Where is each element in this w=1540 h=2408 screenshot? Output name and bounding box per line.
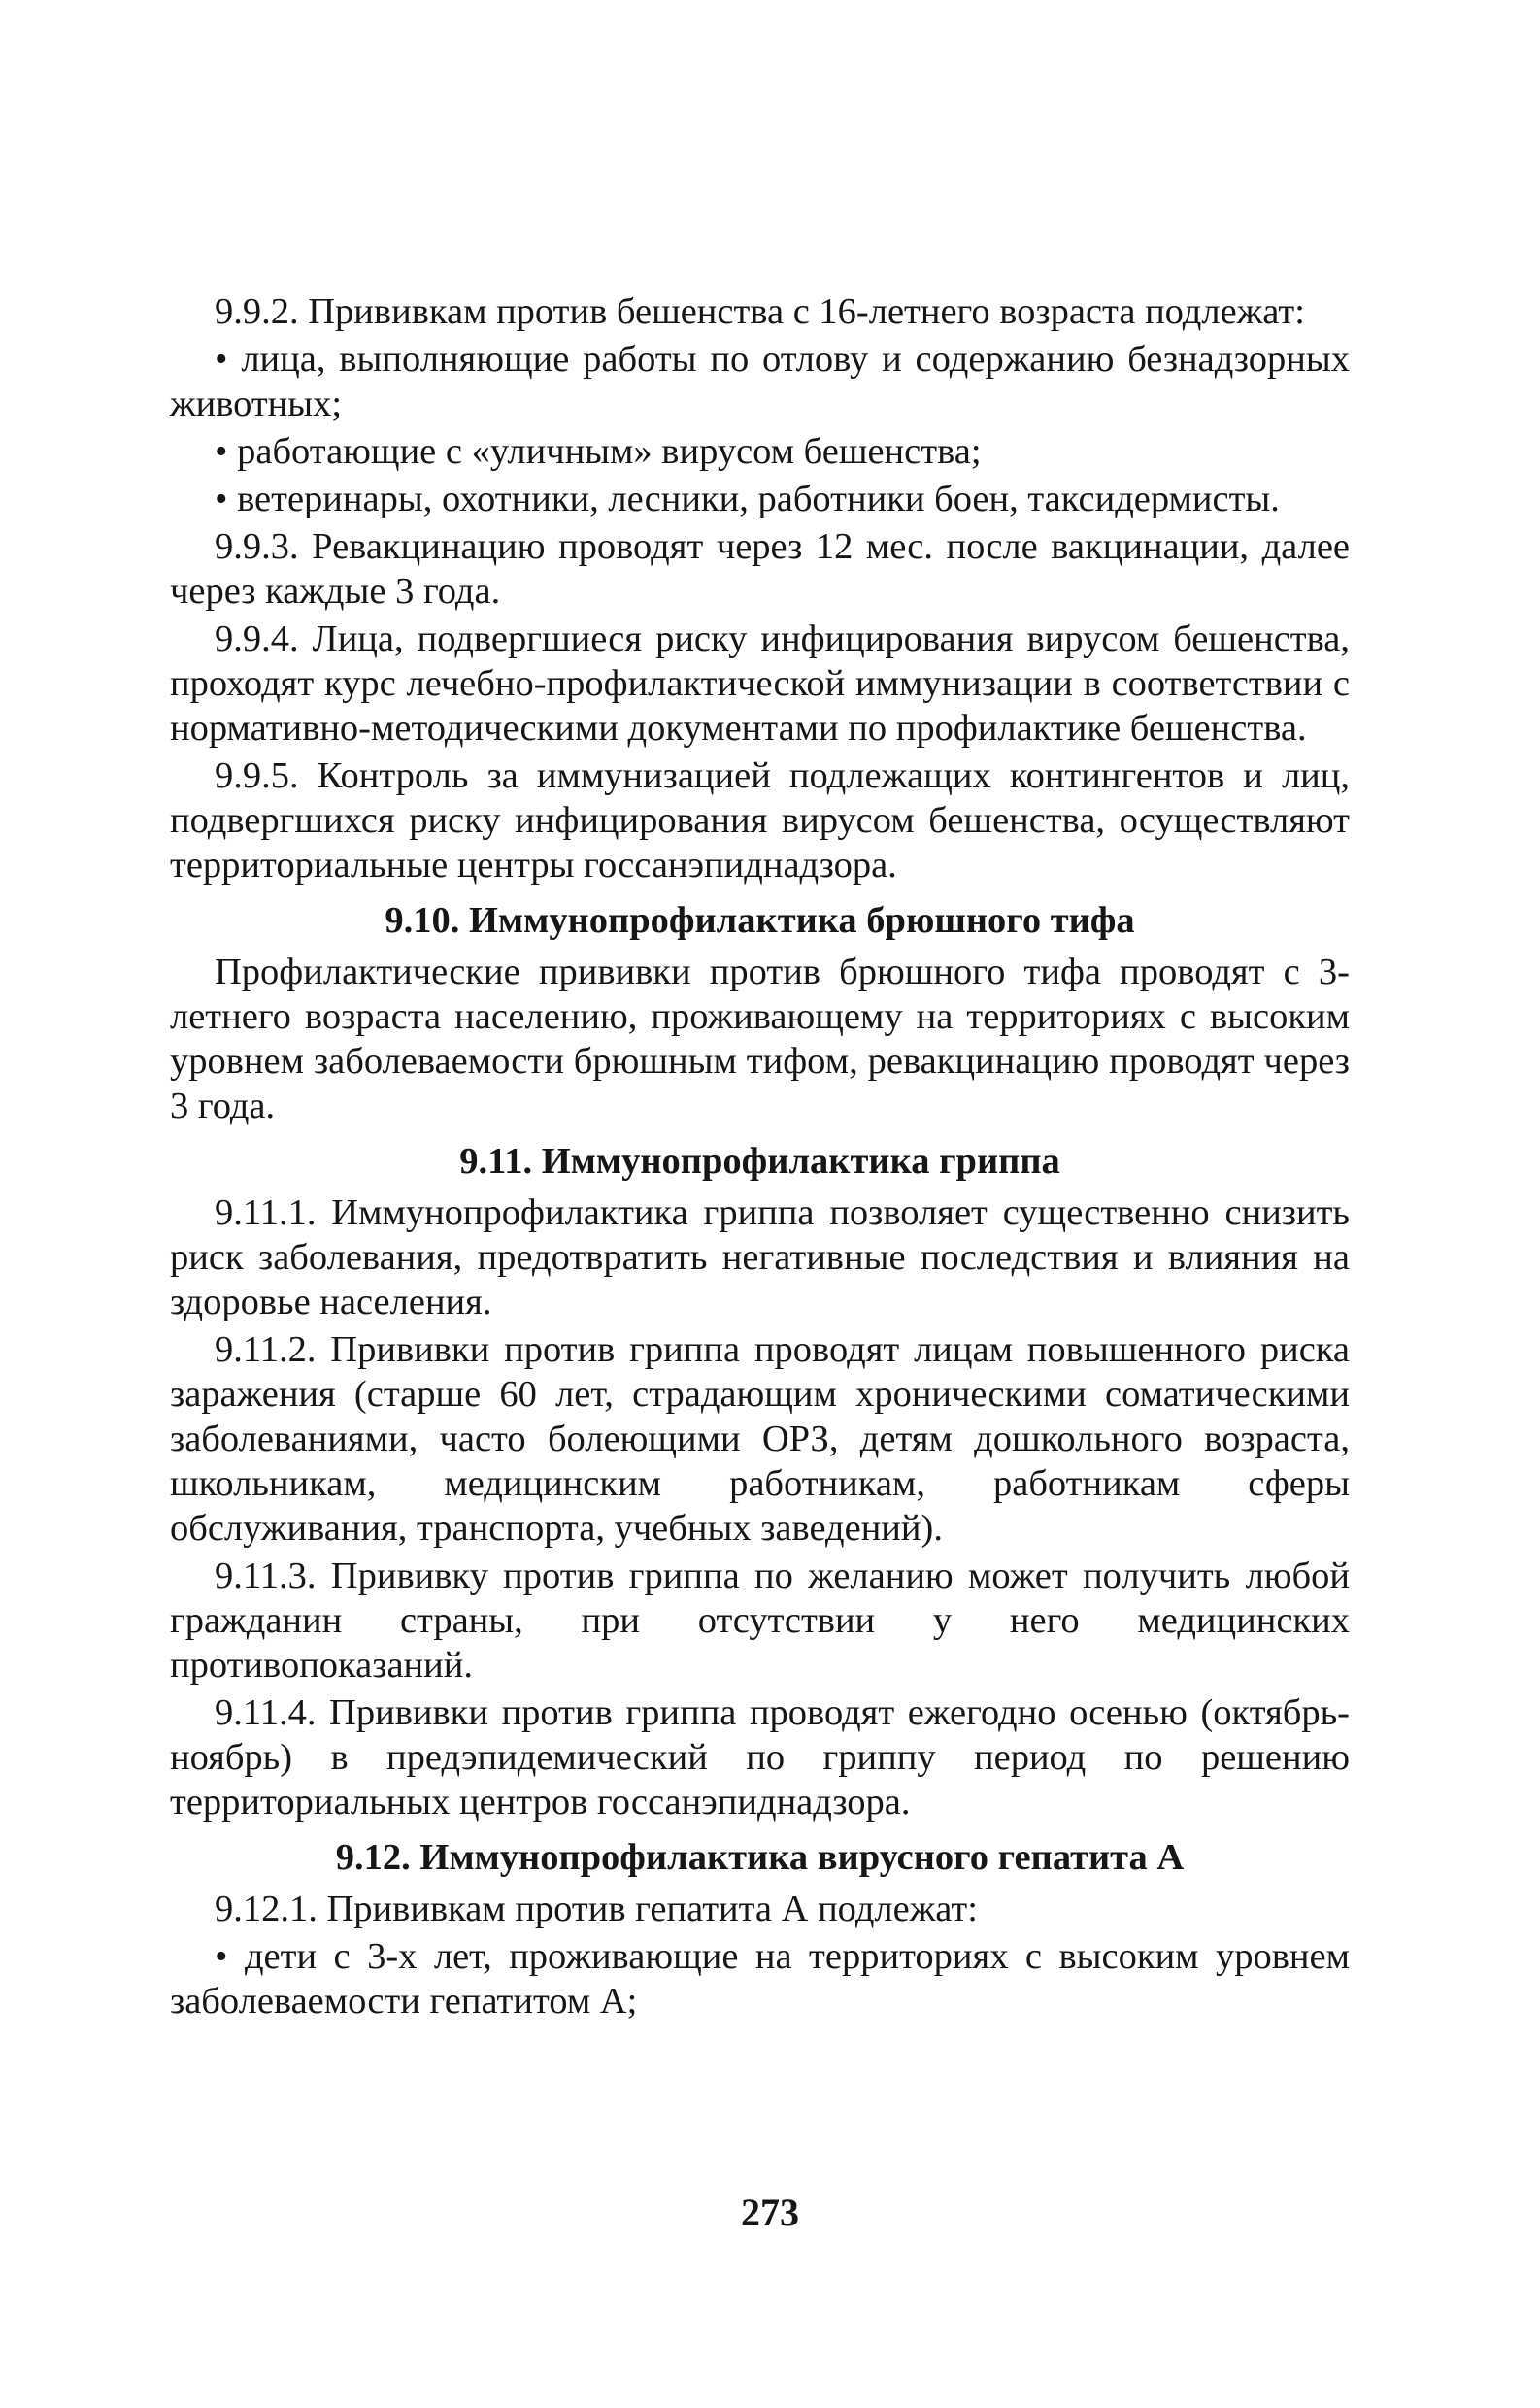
paragraph-9-11-1: 9.11.1. Иммунопрофилактика гриппа позволяет существенно снизить риск заболевания, предотвратить негативные последствия и влияния на здоровье населения. bbox=[170, 1192, 1350, 1322]
page-number: 273 bbox=[741, 2191, 799, 2234]
paragraph-9-11-2: 9.11.2. Прививки против гриппа проводят лицам повышенного риска заражения (старше 60 лет, страдающим хроническими соматическими заболеваниями, часто болеющими ОРЗ, детям дошкольного возраста, школьникам, медицинским работникам, работникам сферы обслуживания, транспорта, учебных заведений). bbox=[170, 1329, 1350, 1549]
paragraph-9-9-2: 9.9.2. Прививкам против бешенства с 16-летнего возраста подлежат: bbox=[215, 291, 1305, 332]
paragraph-9-9-5: 9.9.5. Контроль за иммунизацией подлежащих контингентов и лиц, подвергшихся риску инфицирования вирусом бешенства, осуществляют территориальные центры госсанэпиднадзора. bbox=[170, 755, 1350, 886]
paragraph-9-11-4: 9.11.4. Прививки против гриппа проводят ежегодно осенью (октябрь-ноябрь) в предэпидемический по гриппу период по решению территориальных центров госсанэпиднадзора. bbox=[170, 1692, 1350, 1823]
bullet-item: • лица, выполняющие работы по отлову и содержанию безнадзорных животных; bbox=[170, 339, 1350, 424]
paragraph-9-9-4: 9.9.4. Лица, подвергшиеся риску инфицирования вирусом бешенства, проходят курс лечебно-профилактической иммунизации в соответствии с нормативно-методическими документами по профилактике бешенства. bbox=[170, 619, 1350, 749]
document-page bbox=[170, 289, 1350, 2026]
section-heading-9-10: 9.10. Иммунопрофилактика брюшного тифа bbox=[385, 900, 1135, 941]
bullet-item: • ветеринары, охотники, лесники, работники боен, таксидермисты. bbox=[215, 479, 1280, 519]
paragraph-9-9-3: 9.9.3. Ревакцинацию проводят через 12 мес. после вакцинации, далее через каждые 3 года. bbox=[170, 526, 1350, 612]
section-heading-9-12: 9.12. Иммунопрофилактика вирусного гепатита А bbox=[335, 1837, 1185, 1878]
bullet-item: • дети с 3-х лет, проживающие на территориях с высоким уровнем заболеваемости гепатитом А; bbox=[170, 1936, 1350, 2022]
section-heading-9-11: 9.11. Иммунопрофилактика гриппа bbox=[459, 1141, 1060, 1182]
paragraph-9-10: Профилактические прививки против брюшного тифа проводят с 3-летнего возраста населению, проживающему на территориях с высоким уровнем заболеваемости брюшным тифом, ревакцинацию проводят через 3 года. bbox=[170, 952, 1350, 1126]
bullet-item: • работающие с «уличным» вирусом бешенства; bbox=[215, 431, 982, 472]
paragraph-9-11-3: 9.11.3. Прививку против гриппа по желанию может получить любой гражданин страны, при отсутствии у него медицинских противопоказаний. bbox=[170, 1555, 1350, 1686]
paragraph-9-12-1: 9.12.1. Прививкам против гепатита А подлежат: bbox=[215, 1889, 978, 1929]
